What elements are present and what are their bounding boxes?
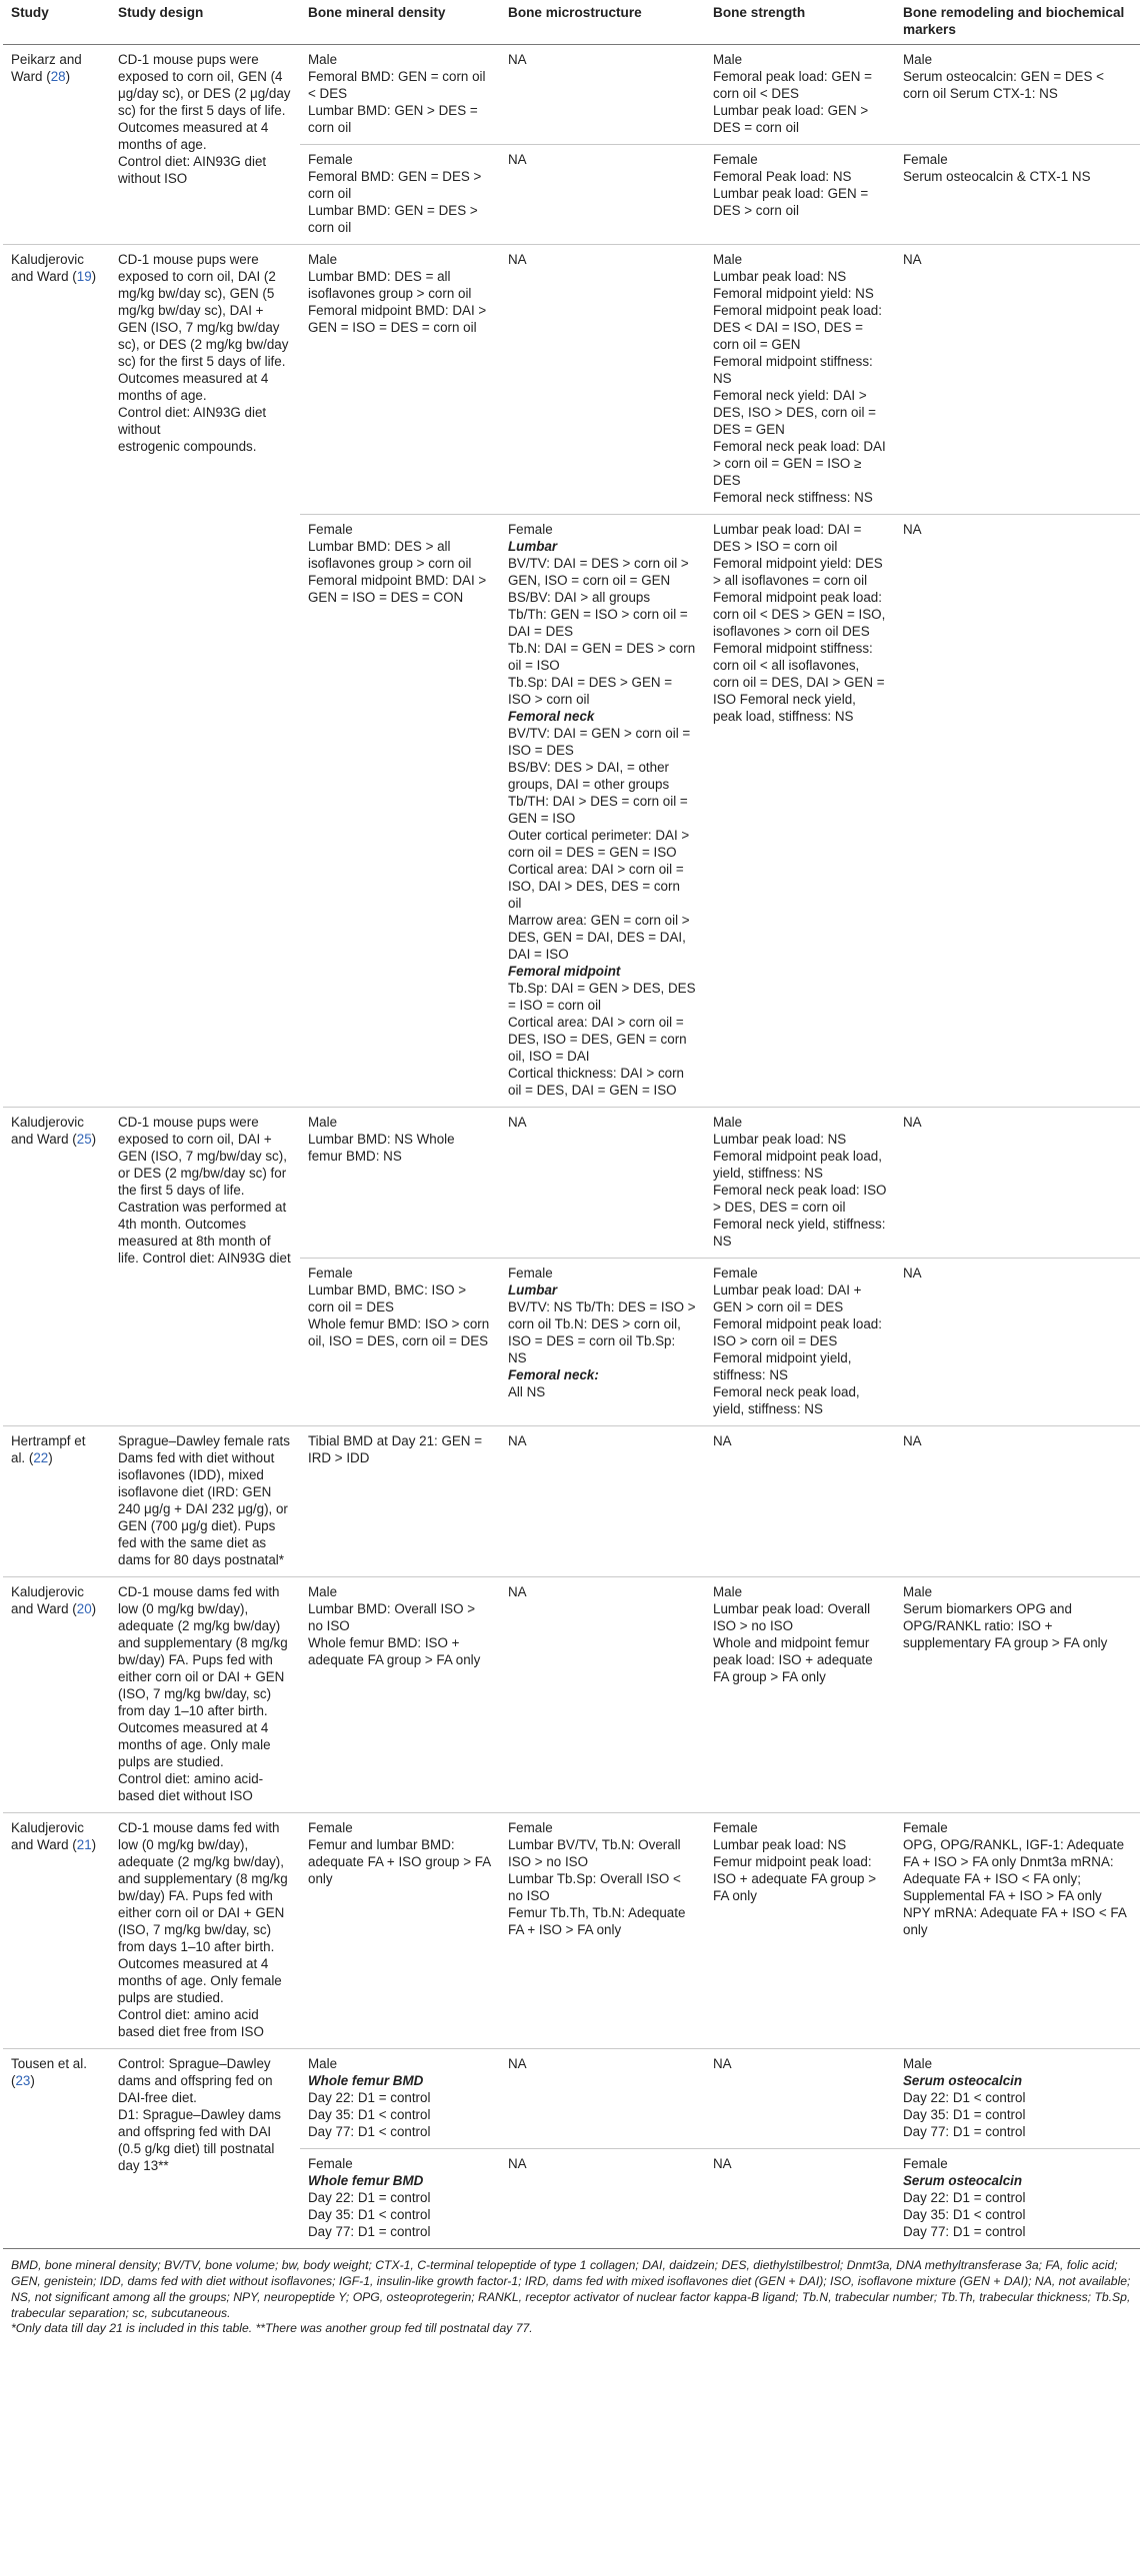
cell-line: Female (508, 1266, 553, 1281)
reference-link[interactable]: 19 (76, 269, 92, 284)
design-text: Sprague–Dawley female rats Dams fed with diet without isoflavones (IDD), mixed isoflavone diet (IRD: GEN 240 μg/g + DAI 232 μg/g), or GEN (700 μg/g diet). Pups fed with the same diet as dams for 80 days postnatal* (118, 1433, 290, 1567)
header-bone-remodeling: Bone remodeling and biochemical markers (895, 0, 1140, 45)
cell-line: Cortical area: DAI > corn oil = ISO, DAI > DES, DES = corn oil (508, 862, 684, 911)
strength-cell (705, 1813, 895, 2049)
cell-line: Serum osteocalcin (903, 2073, 1023, 2088)
design-text: CD-1 mouse pups were exposed to corn oil, DAI (2 mg/kg bw/day sc), GEN (5 mg/kg bw/day sc), DAI + GEN (ISO, 7 mg/kg bw/day sc), or DES (2 mg/kg bw/day sc) for the first 5 days of life. Outcomes measured at 4 months of age. (118, 252, 289, 403)
cell-line: Whole femur BMD: ISO > corn oil, ISO = DES, corn oil = DES (308, 1316, 490, 1348)
table-row (3, 1426, 1140, 1577)
microstructure-cell (500, 515, 705, 1108)
cell-line: Whole femur BMD: ISO + adequate FA group > FA only (308, 1635, 481, 1667)
cell-line: Serum osteocalcin & CTX-1 NS (903, 169, 1091, 184)
cell-line: NA (508, 1115, 527, 1130)
design-text: D1: Sprague–Dawley dams and offspring fed with DAI (0.5 g/kg diet) till postnatal day 13** (118, 2107, 282, 2173)
cell-line: NA (903, 1433, 922, 1448)
cell-line: NA (508, 252, 527, 267)
cell-line: Femoral neck yield, stiffness: NS (713, 1217, 886, 1249)
study-table (3, 0, 1140, 2248)
cell-line: Whole and midpoint femur peak load: ISO + adequate FA group > FA only (713, 1635, 873, 1684)
study-cell: Tousen et al. (23) (3, 2049, 110, 2249)
bmd-cell (300, 245, 500, 515)
cell-line: Femoral BMD: GEN = DES > corn oil (308, 169, 482, 201)
strength-cell (705, 2049, 895, 2149)
strength-cell (705, 1426, 895, 1577)
cell-line: Whole femur BMD (308, 2073, 424, 2088)
bmd-cell (300, 2049, 500, 2149)
cell-line: Lumbar BMD: DES = all isoflavones group > corn oil (308, 269, 472, 301)
cell-line: Adequate FA + ISO < FA only; Supplemental FA + ISO > FA only (903, 1871, 1102, 1903)
reference-link[interactable]: 21 (76, 1837, 92, 1852)
cell-line: Femoral Peak load: NS (713, 169, 852, 184)
strength-cell (705, 145, 895, 245)
microstructure-cell (500, 2049, 705, 2149)
cell-line: Femoral neck peak load, yield, stiffness: NS (713, 1384, 860, 1416)
design-text: CD-1 mouse pups were exposed to corn oil, GEN (4 μg/day sc), or DES (2 μg/day sc) for the first 5 days of life. Outcomes measured at 4 months of age. (118, 52, 291, 152)
cell-line: Tb.Sp: DAI = GEN > DES, DES = ISO = corn oil (508, 981, 696, 1013)
cell-line: Femoral midpoint peak load: ISO > corn oil = DES Femoral midpoint yield, stiffness: NS (713, 1316, 882, 1382)
cell-line: Lumbar peak load: NS Femur midpoint peak load: ISO + adequate FA group > FA only (713, 1837, 877, 1903)
remodeling-cell (895, 1259, 1140, 1426)
microstructure-cell (500, 145, 705, 245)
cell-line: Day 77: D1 = control (903, 2224, 1026, 2239)
cell-line: Female (903, 1820, 948, 1835)
cell-line: Cortical area: DAI > corn oil = DES, ISO = DES, GEN = corn oil, ISO = DAI (508, 1015, 687, 1064)
cell-line: Tb.Sp: DAI = DES > GEN = ISO > corn oil (508, 675, 673, 707)
cell-line: Lumbar Tb.Sp: Overall ISO < no ISO (508, 1871, 681, 1903)
remodeling-cell (895, 1108, 1140, 1259)
bmd-cell (300, 45, 500, 145)
cell-line: Female (308, 1266, 353, 1281)
study-author: Kaludjerovic and Ward ( (11, 1584, 84, 1616)
cell-line: Male (903, 52, 933, 67)
cell-line: Female (903, 152, 948, 167)
cell-line: Lumbar peak load: GEN = DES > corn oil (713, 186, 869, 218)
study-author: Tousen et al. ( (11, 2056, 87, 2088)
design-text: Control diet: AIN93G diet without ISO (118, 154, 267, 186)
design-text: CD-1 mouse pups were exposed to corn oil, DAI + GEN (ISO, 7 mg/bw/day sc), or DES (2 mg/bw/day sc) for the first 5 days of life. Castration was performed at 4th month. Outcomes measured at 8th month of life. Control diet: AIN93G diet (118, 1115, 291, 1266)
table-row (3, 1108, 1140, 1259)
cell-line: Femoral midpoint peak load, yield, stiffness: NS (713, 1149, 882, 1181)
cell-line: Femoral midpoint BMD: DAI > GEN = ISO = DES = CON (308, 573, 487, 605)
microstructure-cell (500, 1813, 705, 2049)
design-text: Control diet: amino acid-based diet without ISO (118, 1771, 264, 1803)
reference-link[interactable]: 22 (33, 1450, 49, 1465)
cell-line: BV/TV: DAI = GEN > corn oil = ISO = DES (508, 726, 691, 758)
study-cell: Peikarz and Ward (28) (3, 45, 110, 245)
cell-line: Tb.N: DAI = GEN = DES > corn oil = ISO (508, 641, 696, 673)
cell-line: Femoral peak load: GEN = corn oil < DES (713, 69, 872, 101)
header-study: Study (3, 0, 110, 45)
cell-line: Lumbar BMD: GEN = DES > corn oil (308, 203, 478, 235)
cell-line: Lumbar peak load: DAI = DES > ISO = corn oil Femoral midpoint yield: DES > all isoflavones = corn oil Femoral midpoint peak load: corn oil < DES > GEN = ISO, isoflavones > corn oil DES Femoral midpoint stiffness: corn oil < all isoflavones, corn oil = DES, DAI > GEN = ISO Femoral neck yield, peak load, stiffness: NS (713, 522, 886, 724)
cell-line: Lumbar peak load: Overall ISO > no ISO (713, 1601, 871, 1633)
microstructure-cell (500, 1108, 705, 1259)
cell-line: Female (508, 522, 553, 537)
cell-line: Outer cortical perimeter: DAI > corn oil = DES = GEN = ISO (508, 828, 690, 860)
reference-link[interactable]: 28 (50, 69, 66, 84)
strength-cell (705, 1108, 895, 1259)
study-author: Peikarz and Ward ( (11, 52, 82, 84)
bmd-cell (300, 1426, 500, 1577)
remodeling-cell (895, 145, 1140, 245)
study-design-cell (110, 1813, 300, 2049)
study-cell: Hertrampf et al. (22) (3, 1426, 110, 1577)
cell-line: Femoral BMD: GEN = corn oil < DES (308, 69, 486, 101)
cell-line: Lumbar peak load: NS (713, 269, 847, 284)
cell-line: Female (508, 1820, 553, 1835)
cell-line: Female (308, 2156, 353, 2171)
table-row (3, 245, 1140, 515)
cell-line: Lumbar (508, 1283, 558, 1297)
header-bone-strength: Bone strength (705, 0, 895, 45)
cell-line: Female (713, 1820, 758, 1835)
cell-line: Day 77: D1 < control (308, 2124, 431, 2139)
study-cell: Kaludjerovic and Ward (20) (3, 1577, 110, 1813)
bmd-cell (300, 1813, 500, 2049)
cell-line: Male (713, 1584, 743, 1599)
cell-line: Femoral midpoint yield: NS (713, 286, 874, 301)
cell-line: Femoral midpoint stiffness: NS (713, 354, 873, 386)
microstructure-cell (500, 2149, 705, 2249)
cell-line: NPY mRNA: Adequate FA + ISO < FA only (903, 1905, 1127, 1937)
strength-cell (705, 2149, 895, 2249)
reference-link[interactable]: 20 (76, 1601, 92, 1616)
cell-line: Male (903, 1584, 933, 1599)
study-design-cell (110, 45, 300, 245)
cell-line: Serum osteocalcin (903, 2173, 1023, 2188)
cell-line: NA (713, 1433, 732, 1448)
study-author: Kaludjerovic and Ward ( (11, 1115, 84, 1147)
cell-line: NA (903, 1115, 922, 1130)
header-study-design: Study design (110, 0, 300, 45)
cell-line: Lumbar BMD: DES > all isoflavones group > corn oil (308, 539, 472, 571)
bmd-cell (300, 1577, 500, 1813)
cell-line: Day 77: D1 = control (308, 2224, 431, 2239)
cell-line: Femoral neck stiffness: NS (713, 490, 873, 505)
table-body (3, 45, 1140, 2249)
cell-line: Day 22: D1 = control (903, 2190, 1026, 2205)
cell-line: Femoral neck peak load: ISO > DES, DES = corn oil (713, 1183, 887, 1215)
cell-line: Day 22: D1 < control (903, 2090, 1026, 2105)
data-footnote: *Only data till day 21 is included in this table. **There was another group fed till postnatal day 77. (11, 2321, 533, 2335)
cell-line: NA (713, 2156, 732, 2171)
microstructure-cell (500, 1259, 705, 1426)
cell-line: Female (308, 152, 353, 167)
cell-line: Lumbar peak load: DAI + GEN > corn oil = DES (713, 1283, 862, 1314)
cell-line: Male (308, 1115, 338, 1130)
strength-cell (705, 515, 895, 1108)
cell-line: Lumbar peak load: NS (713, 1132, 847, 1147)
cell-line: BV/TV: NS Tb/Th: DES = ISO > corn oil Tb.N: DES > corn oil, ISO = DES = corn oil Tb.Sp: NS (508, 1299, 696, 1365)
header-row (3, 0, 1140, 45)
study-author: Kaludjerovic and Ward ( (11, 1820, 84, 1852)
cell-line: Day 77: D1 = control (903, 2124, 1026, 2139)
cell-line: Male (713, 52, 743, 67)
cell-line: Female (903, 2156, 948, 2171)
remodeling-cell (895, 45, 1140, 145)
cell-line: BS/BV: DAI > all groups (508, 590, 651, 605)
design-text: CD-1 mouse dams fed with low (0 mg/kg bw/day), adequate (2 mg/kg bw/day), and supplementary (8 mg/kg bw/day) FA. Pups fed with either corn oil or DAI + GEN (ISO, 7 mg/kg bw/day, sc) from days 1–10 after birth. Outcomes measured at 4 months of age. Only female pulps are studied. (118, 1820, 288, 2005)
cell-line: Male (713, 1115, 743, 1130)
bmd-cell (300, 515, 500, 1108)
study-design-cell (110, 1108, 300, 1426)
cell-line: NA (903, 252, 922, 267)
cell-line: Serum osteocalcin: GEN = DES < corn oil Serum CTX-1: NS (903, 69, 1104, 101)
strength-cell (705, 45, 895, 145)
cell-line: Day 35: D1 < control (903, 2207, 1026, 2222)
table-row (3, 1813, 1140, 2049)
cell-line: Lumbar BMD: GEN > DES = corn oil (308, 103, 478, 135)
microstructure-cell (500, 45, 705, 145)
cell-line: Male (308, 1584, 338, 1599)
design-text: Control diet: amino acid based diet free from ISO (118, 2007, 264, 2039)
remodeling-cell (895, 2149, 1140, 2249)
cell-line: Lumbar BMD: Overall ISO > no ISO (308, 1601, 476, 1633)
study-cell: Kaludjerovic and Ward (25) (3, 1108, 110, 1426)
remodeling-cell (895, 1813, 1140, 2049)
study-cell: Kaludjerovic and Ward (19) (3, 245, 110, 1108)
table-row (3, 45, 1140, 145)
cell-line: NA (713, 2056, 732, 2071)
cell-line: Marrow area: GEN = corn oil > DES, GEN = DAI, DES = DAI, DAI = ISO (508, 913, 690, 962)
reference-link[interactable]: 25 (76, 1132, 92, 1147)
cell-line: Day 22: D1 = control (308, 2090, 431, 2105)
cell-line: NA (508, 2156, 527, 2171)
header-bone-microstructure: Bone microstructure (500, 0, 705, 45)
bmd-cell (300, 2149, 500, 2249)
cell-line: Tibial BMD at Day 21: GEN = IRD > IDD (308, 1433, 483, 1465)
remodeling-cell (895, 245, 1140, 515)
cell-line: Day 22: D1 = control (308, 2190, 431, 2205)
cell-line: Femoral neck peak load: DAI > corn oil = GEN = ISO ≥ DES (713, 439, 886, 488)
abbreviation-footnote: BMD, bone mineral density; BV/TV, bone volume; bw, body weight; CTX-1, C-terminal telopeptide of type 1 collagen; DAI, daidzein; DES, diethylstilbestrol; Dnmt3a, DNA methyltransferase 3a; FA, folic acid; GEN, genistein; IDD, dams fed with diet without isoflavones; IGF-1, insulin-like growth factor-1; IRD, dams fed with mixed isoflavones diet (GEN + DAI); ISO, isoflavone mixture (GEN + DAI); NA, not available; NS, not significant among all the groups; NPY, neuropeptide Y; OPG, osteoprotegerin; RANKL, receptor activator of nuclear factor kappa-B ligand; Tb.N, trabecular number; Tb.Th, trabecular thickness; Tb.Sp, trabecular separation; sc, subcutaneous. (3, 2248, 1140, 2321)
cell-line: Serum biomarkers OPG and OPG/RANKL ratio: ISO + supplementary FA group > FA only (903, 1601, 1108, 1650)
design-text: estrogenic compounds. (118, 439, 257, 454)
strength-cell (705, 245, 895, 515)
study-design-cell (110, 1426, 300, 1577)
bmd-cell (300, 1259, 500, 1426)
cell-line: Day 35: D1 < control (308, 2107, 431, 2122)
cell-line: Male (903, 2056, 933, 2071)
cell-line: NA (508, 2056, 527, 2071)
cell-line: NA (903, 1266, 922, 1281)
cell-line: Femoral midpoint (508, 964, 621, 979)
cell-line: Femur Tb.Th, Tb.N: Adequate FA + ISO > FA only (508, 1905, 686, 1937)
remodeling-cell (895, 1577, 1140, 1813)
study-author: Hertrampf et al. ( (11, 1433, 86, 1465)
remodeling-cell (895, 515, 1140, 1108)
design-text: Control diet: AIN93G diet without (118, 405, 267, 437)
cell-line: Femoral neck yield: DAI > DES, ISO > DES, corn oil = DES = GEN (713, 388, 876, 437)
bmd-cell (300, 145, 500, 245)
cell-line: OPG, OPG/RANKL, IGF-1: Adequate FA + ISO > FA only Dnmt3a mRNA: (903, 1837, 1125, 1869)
table-row (3, 2049, 1140, 2149)
design-text: CD-1 mouse dams fed with low (0 mg/kg bw/day), adequate (2 mg/kg bw/day) and supplementary (8 mg/kg bw/day) FA. Pups fed with either corn oil or DAI + GEN (ISO, 7 mg/kg bw/day, sc) from day 1–10 after birth. Outcomes measured at 4 months of age. Only male pulps are studied. (118, 1584, 288, 1769)
cell-line: Whole femur BMD (308, 2173, 424, 2188)
microstructure-cell (500, 1426, 705, 1577)
remodeling-cell (895, 2049, 1140, 2149)
cell-line: Cortical thickness: DAI > corn oil = DES, DAI = GEN = ISO (508, 1066, 685, 1098)
study-design-cell (110, 245, 300, 1108)
cell-line: BV/TV: DAI = DES > corn oil > GEN, ISO = corn oil = GEN (508, 556, 689, 588)
strength-cell (705, 1259, 895, 1426)
cell-line: Female (713, 152, 758, 167)
study-design-cell (110, 1577, 300, 1813)
cell-line: Lumbar BMD: NS Whole femur BMD: NS (308, 1132, 455, 1164)
cell-line: NA (508, 1433, 527, 1448)
cell-line: Femoral midpoint peak load: DES < DAI = ISO, DES = corn oil = GEN (713, 303, 882, 352)
reference-link[interactable]: 23 (15, 2073, 31, 2088)
bmd-cell (300, 1108, 500, 1259)
cell-line: Female (713, 1266, 758, 1281)
cell-line: NA (903, 522, 922, 537)
cell-line: All NS (508, 1384, 546, 1399)
cell-line: Femur and lumbar BMD: adequate FA + ISO group > FA only (308, 1837, 491, 1886)
cell-line: Male (713, 252, 743, 267)
study-author: Kaludjerovic and Ward ( (11, 252, 84, 284)
cell-line: Femoral neck: (508, 1367, 599, 1382)
cell-line: Day 35: D1 < control (308, 2207, 431, 2222)
remodeling-cell (895, 1426, 1140, 1577)
study-cell: Kaludjerovic and Ward (21) (3, 1813, 110, 2049)
cell-line: Male (308, 2056, 338, 2071)
cell-line: NA (508, 52, 527, 67)
cell-line: Lumbar BMD, BMC: ISO > corn oil = DES (308, 1283, 467, 1314)
cell-line: Male (308, 252, 338, 267)
cell-line: Lumbar BV/TV, Tb.N: Overall ISO > no ISO (508, 1837, 681, 1869)
cell-line: NA (508, 152, 527, 167)
header-bone-mineral-density: Bone mineral density (300, 0, 500, 45)
cell-line: BS/BV: DES > DAI, = other groups, DAI = other groups (508, 760, 670, 792)
cell-line: Lumbar (508, 539, 558, 554)
strength-cell (705, 1577, 895, 1813)
table-row (3, 1577, 1140, 1813)
cell-line: NA (508, 1584, 527, 1599)
study-design-cell (110, 2049, 300, 2249)
cell-line: Female (308, 1820, 353, 1835)
cell-line: Female (308, 522, 353, 537)
microstructure-cell (500, 1577, 705, 1813)
cell-line: Tb/Th: GEN = ISO > corn oil = DAI = DES (508, 607, 688, 639)
microstructure-cell (500, 245, 705, 515)
design-text: Control: Sprague–Dawley dams and offspring fed on DAI-free diet. (118, 2056, 273, 2105)
cell-line: Day 35: D1 = control (903, 2107, 1026, 2122)
cell-line: Tb/TH: DAI > DES = corn oil = GEN = ISO (508, 794, 688, 826)
cell-line: Femoral midpoint BMD: DAI > GEN = ISO = DES = corn oil (308, 303, 487, 335)
cell-line: Male (308, 52, 338, 67)
cell-line: Femoral neck (508, 709, 595, 724)
cell-line: Lumbar peak load: GEN > DES = corn oil (713, 103, 869, 135)
